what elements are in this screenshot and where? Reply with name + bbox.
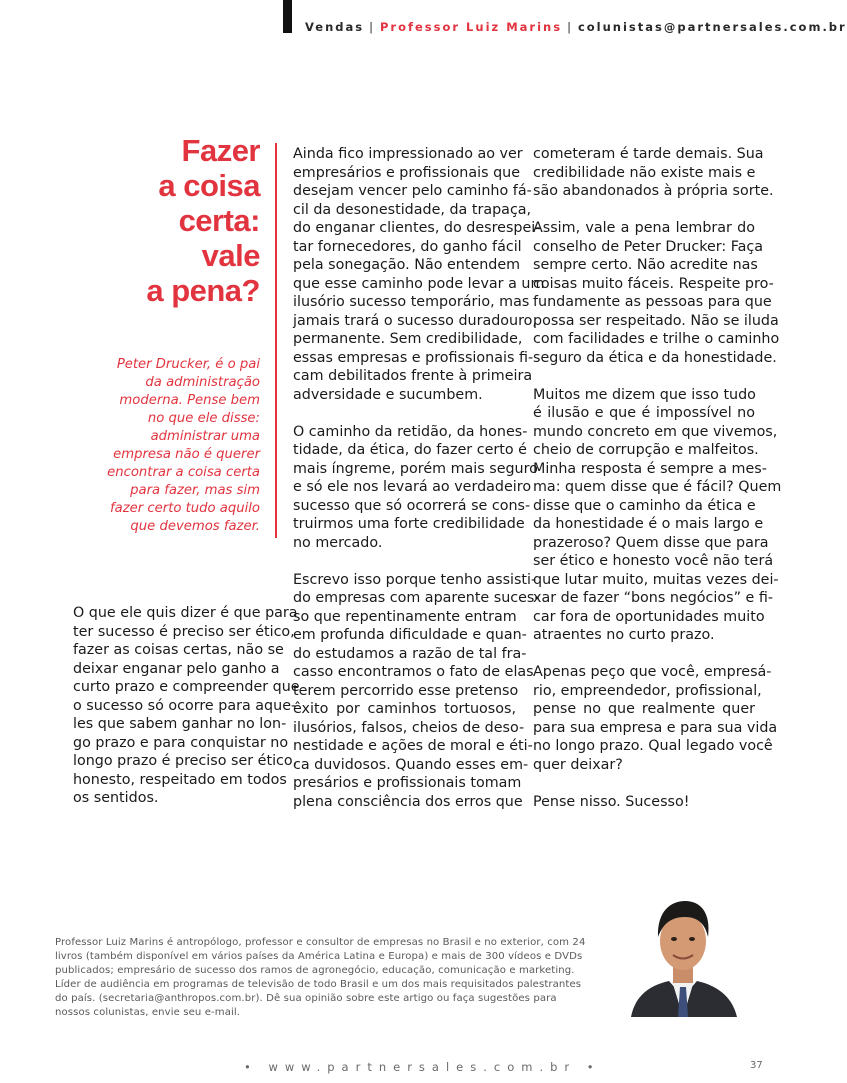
text-line: honesto, respeitado em todos <box>73 771 287 788</box>
title-line: certa: <box>178 203 260 238</box>
text-line: disse que o caminho da ética e <box>533 497 756 514</box>
quote-line: encontrar a coisa certa <box>107 465 260 480</box>
text-line: ilusório sucesso temporário, mas <box>293 294 530 310</box>
text-line: Minha resposta é sempre a mes- <box>533 460 767 477</box>
text-line: cam debilitados frente à primeira <box>293 368 533 384</box>
text-line: credibilidade não existe mais e <box>533 164 756 181</box>
quote-line: fazer certo tudo aquilo <box>110 501 260 516</box>
text-line: é ilusão e que é impossível no <box>533 405 755 421</box>
body-column-3 <box>533 145 782 830</box>
text-line: go prazo e para conquistar no <box>73 734 289 751</box>
text-line: pela sonegação. Não entendem <box>293 257 521 273</box>
text-line: ma: quem disse que é fácil? Quem <box>533 479 782 495</box>
text-line: car fora de oportunidades muito <box>533 608 765 625</box>
text-line: jamais trará o sucesso duradouro, <box>293 312 537 329</box>
body-column-2 <box>293 145 545 830</box>
quote-line: da administração <box>145 375 260 390</box>
author-bio <box>55 936 625 1020</box>
title-line: a pena? <box>146 273 260 308</box>
text-line: mundo concreto em que vivemos, <box>533 423 778 440</box>
paragraph <box>293 571 540 812</box>
paragraph <box>533 145 774 201</box>
text-line: O que ele quis dizer é que para <box>73 605 298 621</box>
quote-line: empresa não é querer <box>113 447 260 462</box>
bio-line: publicados; empresário de sucesso dos ramos de agronegócio, educação, comunicação e marketing. <box>55 965 575 976</box>
body-column-1 <box>73 604 300 826</box>
text-line: pense no que realmente quer <box>533 701 755 717</box>
quote-line: Peter Drucker, é o pai <box>116 357 260 372</box>
text-line: no longo prazo. Qual legado você <box>533 738 773 754</box>
text-line: da honestidade é o mais largo e <box>533 516 764 532</box>
text-line: adversidade e sucumbem. <box>293 386 483 403</box>
text-line: do empresas com aparente suces- <box>293 590 540 606</box>
text-line: seguro da ética e da honestidade. <box>533 349 777 366</box>
paragraph <box>293 145 545 404</box>
paragraph <box>533 386 782 645</box>
text-line: atraentes no curto prazo. <box>533 627 715 643</box>
text-line: casso encontramos o fato de elas <box>293 664 534 680</box>
text-line: mais íngreme, porém mais seguro <box>293 460 538 477</box>
quote-line: para fazer, mas sim <box>130 483 260 498</box>
text-line: Pense nisso. Sucesso! <box>533 793 690 810</box>
text-line: ca duvidosos. Quando esses em- <box>293 756 529 773</box>
text-line: essas empresas e profissionais fi- <box>293 349 534 366</box>
text-line: Assim, vale a pena lembrar do <box>533 220 755 236</box>
title-divider <box>275 143 277 538</box>
text-line: so que repentinamente entram <box>293 608 517 625</box>
bio-line: do país. (secretaria@anthropos.com.br). Dê sua opinião sobre este artigo ou faça sugestões para <box>55 993 557 1004</box>
text-line: Muitos me dizem que isso tudo <box>533 386 756 403</box>
text-line: os sentidos. <box>73 790 159 806</box>
page-header: Vendas | Professor Luiz Marins | colunistas@partnersales.com.br <box>305 20 847 34</box>
quote-line: administrar uma <box>150 429 260 444</box>
bio-line: Líder de audiência em programas de televisão de todo Brasil e um dos mais requisitados palestrantes <box>55 979 582 990</box>
quote-line: moderna. Pense bem <box>119 393 260 408</box>
text-line: possa ser respeitado. Não se iluda <box>533 312 779 329</box>
text-line: curto prazo e compreender que <box>73 679 300 695</box>
text-line: O caminho da retidão, da hones- <box>293 423 528 440</box>
quote-line: que devemos fazer. <box>130 519 260 534</box>
quote-line: no que ele disse: <box>147 411 260 426</box>
bio-line: nossos colunistas, envie seu e-mail. <box>55 1007 241 1018</box>
text-line: tidade, da ética, do fazer certo é <box>293 442 527 458</box>
title-line: a coisa <box>158 168 260 203</box>
text-line: terem percorrido esse pretenso <box>293 682 519 699</box>
text-line: nestidade e ações de moral e éti- <box>293 738 533 754</box>
header-section: Vendas <box>305 20 365 34</box>
article-title <box>100 133 260 308</box>
text-line: desejam vencer pelo caminho fá- <box>293 183 532 199</box>
header-email[interactable]: colunistas@partnersales.com.br <box>577 20 847 34</box>
text-line: coisas muito fáceis. Respeite pro- <box>533 275 774 292</box>
text-line: empresários e profissionais que <box>293 164 521 181</box>
text-line: permanente. Sem credibilidade, <box>293 331 523 347</box>
text-line: truirmos uma forte credibilidade <box>293 516 525 532</box>
page-number: 37 <box>750 1060 763 1071</box>
header-accent-bar <box>283 0 292 33</box>
text-line: Apenas peço que você, empresá- <box>533 664 772 680</box>
text-line: ter sucesso é preciso ser ético, <box>73 623 295 640</box>
text-line: quer deixar? <box>533 756 623 773</box>
text-line: rio, empreendedor, profissional, <box>533 682 762 699</box>
paragraph <box>293 423 538 553</box>
text-line: para sua empresa e para sua vida <box>533 719 778 736</box>
title-line: vale <box>201 238 260 273</box>
text-line: Ainda fico impressionado ao ver <box>293 146 523 162</box>
footer-website[interactable]: • www.partnersales.com.br • <box>244 1060 601 1074</box>
text-line: sucesso que só ocorrerá se cons- <box>293 497 531 514</box>
text-line: fazer as coisas certas, não se <box>73 642 284 658</box>
bio-line: livros (também disponível em vários países da América Latina e Europa) e mais de 300 vídeos e DVDs <box>55 951 583 962</box>
text-line: prazeroso? Quem disse que para <box>533 534 769 551</box>
text-line: que esse caminho pode levar a um <box>293 275 545 292</box>
text-line: cheio de corrupção e malfeitos. <box>533 442 759 458</box>
text-line: xar de fazer “bons negócios” e fi- <box>533 590 774 606</box>
text-line: em profunda dificuldade e quan- <box>293 627 527 643</box>
text-line: do estudamos a razão de tal fra- <box>293 645 527 662</box>
pull-quote <box>96 356 260 536</box>
text-line: são abandonados à própria sorte. <box>533 183 774 199</box>
text-line: no mercado. <box>293 534 383 551</box>
text-line: do enganar clientes, do desrespei- <box>293 220 541 236</box>
text-line: plena consciência dos erros que <box>293 793 523 810</box>
text-line: que lutar muito, muitas vezes dei- <box>533 571 779 588</box>
author-photo <box>627 893 740 1017</box>
paragraph <box>73 604 300 808</box>
text-line: conselho de Peter Drucker: Faça <box>533 238 764 255</box>
title-line: Fazer <box>181 133 260 168</box>
text-line: longo prazo é preciso ser ético, <box>73 753 298 769</box>
paragraph <box>533 663 778 774</box>
text-line: fundamente as pessoas para que <box>533 294 772 310</box>
text-line: ser ético e honesto você não terá <box>533 553 774 569</box>
text-line: êxito por caminhos tortuosos, <box>293 701 516 717</box>
text-line: o sucesso só ocorre para aque- <box>73 697 297 714</box>
bio-line: Professor Luiz Marins é antropólogo, professor e consultor de empresas no Brasil e no exterior, com 24 <box>55 937 586 948</box>
text-line: cometeram é tarde demais. Sua <box>533 146 764 162</box>
paragraph <box>533 793 755 812</box>
text-line: presários e profissionais tomam <box>293 775 522 791</box>
text-line: cil da desonestidade, da trapaça, <box>293 201 532 218</box>
paragraph <box>533 219 780 367</box>
text-line: ilusórios, falsos, cheios de deso- <box>293 719 525 736</box>
text-line: e só ele nos levará ao verdadeiro <box>293 479 532 495</box>
text-line: sempre certo. Não acredite nas <box>533 257 758 273</box>
text-line: tar fornecedores, do ganho fácil <box>293 238 522 255</box>
header-author: Professor Luiz Marins <box>379 20 563 34</box>
text-line: les que sabem ganhar no lon- <box>73 716 287 732</box>
text-line: com facilidades e trilhe o caminho <box>533 331 780 347</box>
text-line: Escrevo isso porque tenho assisti- <box>293 571 537 588</box>
text-line: deixar enganar pelo ganho a <box>73 660 280 677</box>
